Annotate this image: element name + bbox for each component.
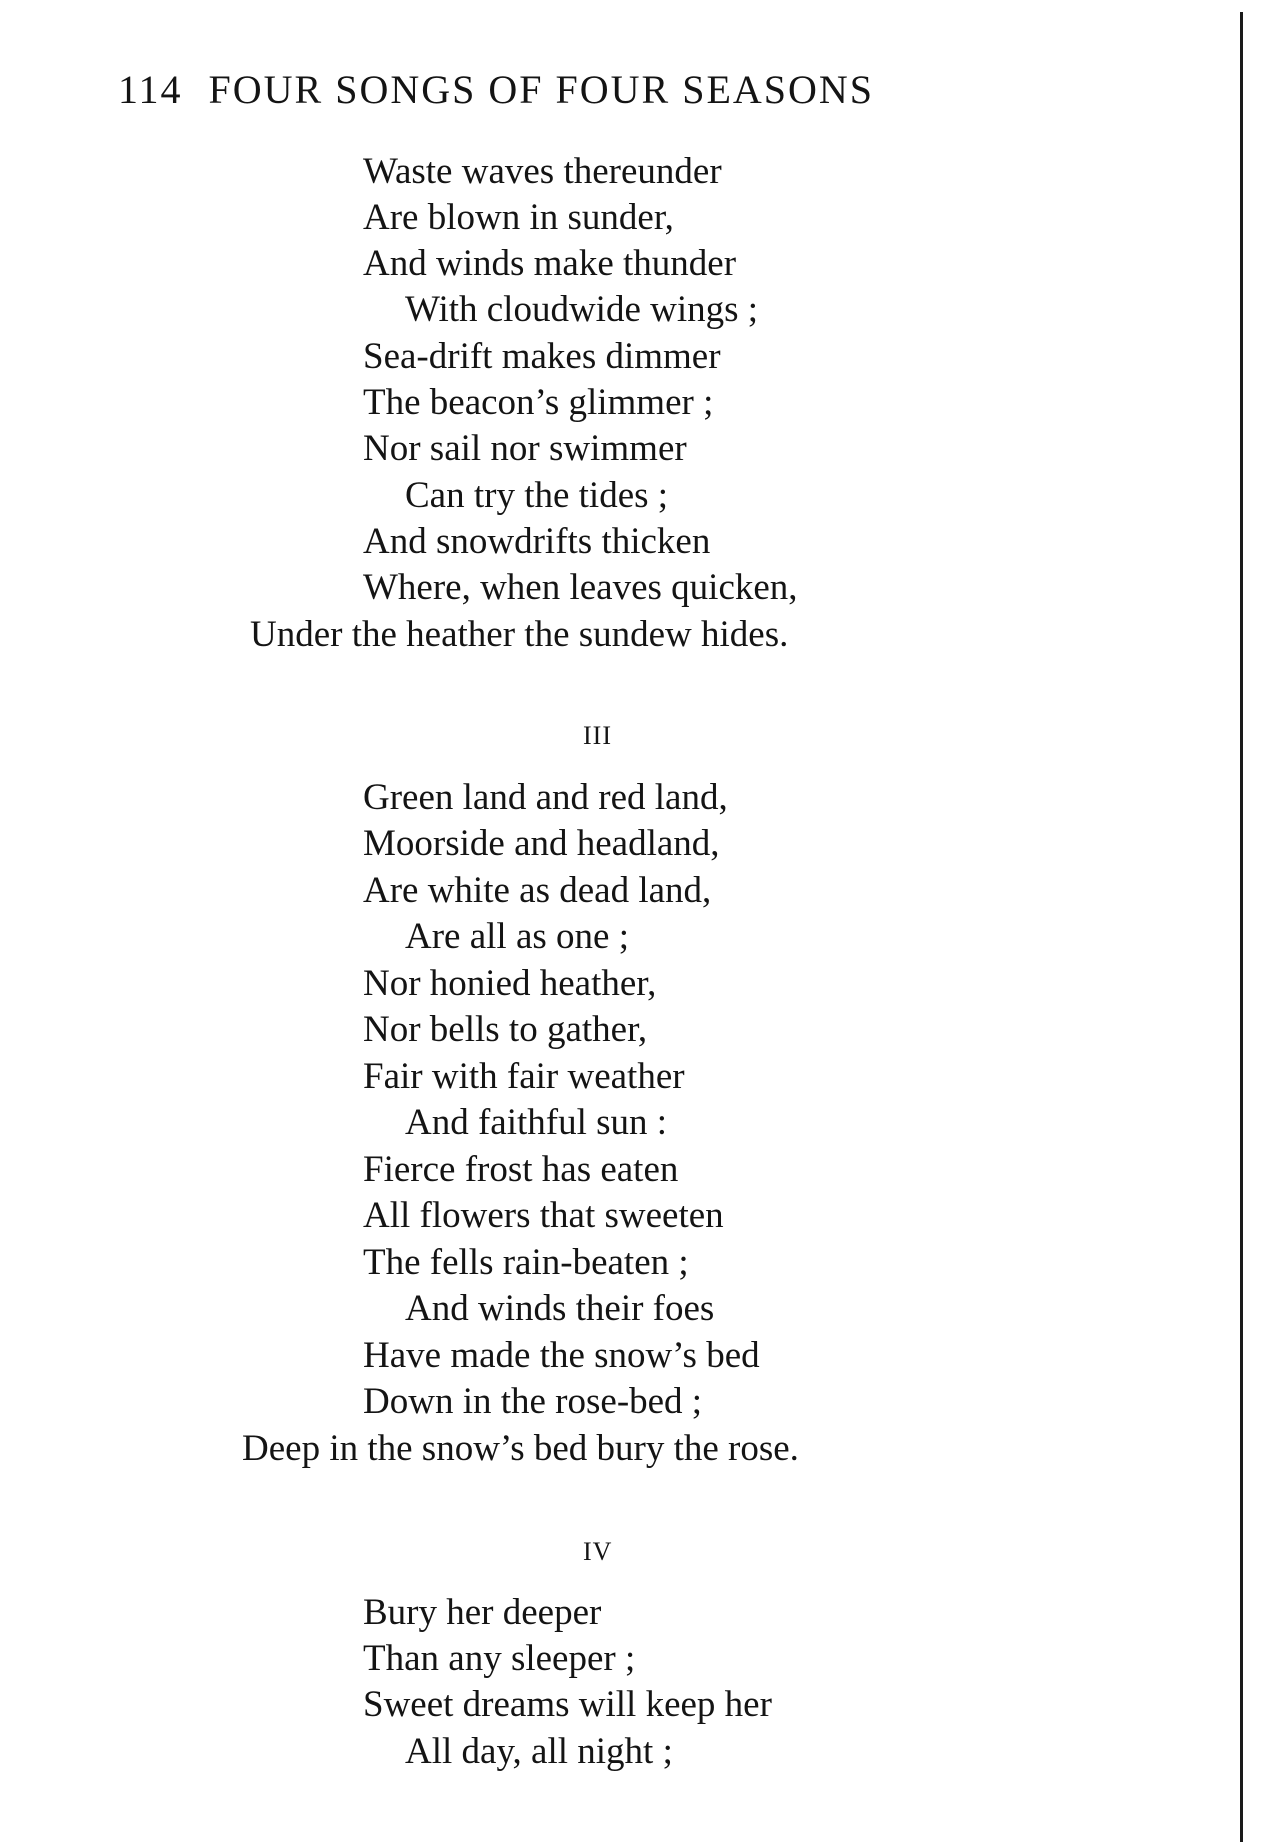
poem-line: Are blown in sunder, <box>363 197 674 238</box>
poem-line: Than any sleeper ; <box>363 1638 636 1679</box>
poem-line: Where, when leaves quicken, <box>363 567 798 608</box>
poem-line-refrain: Under the heather the sundew hides. <box>250 614 789 655</box>
section-numeral-iii: III <box>583 721 612 750</box>
poem-line: Moorside and headland, <box>363 823 720 864</box>
poem-line-indented: With cloudwide wings ; <box>405 289 759 330</box>
poem-line: Green land and red land, <box>363 777 728 818</box>
page-number: 114 <box>118 67 183 112</box>
poem-line-indented: All day, all night ; <box>405 1731 673 1772</box>
page-edge-rule <box>1240 12 1243 1842</box>
poem-line: The fells rain-beaten ; <box>363 1242 689 1283</box>
section-numeral-iv: IV <box>583 1537 613 1566</box>
poem-line: Waste waves thereunder <box>363 151 722 192</box>
poem-line: Fierce frost has eaten <box>363 1149 679 1190</box>
poem-line: Down in the rose-bed ; <box>363 1381 703 1422</box>
poem-line: And winds make thunder <box>363 243 737 284</box>
poem-line: Sea-drift makes dimmer <box>363 336 721 377</box>
running-head <box>118 66 874 113</box>
poem-line-indented: And winds their foes <box>405 1288 715 1329</box>
poem-line: Fair with fair weather <box>363 1056 685 1097</box>
poem-line-refrain: Deep in the snow’s bed bury the rose. <box>242 1428 799 1469</box>
book-title: FOUR SONGS OF FOUR SEASONS <box>208 67 875 112</box>
poem-line: Nor honied heather, <box>363 963 657 1004</box>
poem-line: Are white as dead land, <box>363 870 712 911</box>
poem-line: Bury her deeper <box>363 1592 602 1633</box>
poem-line: The beacon’s glimmer ; <box>363 382 714 423</box>
poem-line: All flowers that sweeten <box>363 1195 724 1236</box>
poem-line: And snowdrifts thicken <box>363 521 711 562</box>
poem-line: Nor sail nor swimmer <box>363 428 687 469</box>
poem-line-indented: And faithful sun : <box>405 1102 668 1143</box>
poem-line: Nor bells to gather, <box>363 1009 648 1050</box>
poem-line-indented: Are all as one ; <box>405 916 629 957</box>
poem-line: Have made the snow’s bed <box>363 1335 760 1376</box>
poem-line-indented: Can try the tides ; <box>405 475 669 516</box>
poem-line: Sweet dreams will keep her <box>363 1684 772 1725</box>
